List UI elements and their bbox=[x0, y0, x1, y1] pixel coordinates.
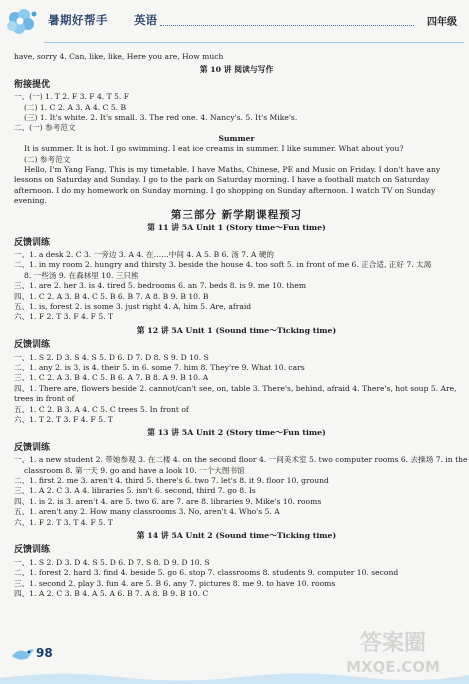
text-line: 二、1. forest 2. hard 3. find 4. beside 5. go 6. stop 7. classrooms 8. students 9. computer 10. second bbox=[14, 568, 399, 578]
essay-title: Summer bbox=[218, 133, 255, 143]
flower-logo-icon bbox=[4, 6, 40, 42]
text-line: (二) 参考范文 bbox=[24, 154, 71, 164]
watermark-bottom: MXQE.COM bbox=[346, 658, 440, 676]
text-line: 六、1. F 2. T 3. F 4. F 5. T bbox=[14, 312, 114, 322]
text-line: have, sorry 4. Can, like, like, Here you are, How much bbox=[14, 52, 224, 61]
answer-content bbox=[14, 52, 468, 600]
part-heading: 第三部分 新学期课程预习 bbox=[170, 208, 303, 221]
text-line: 五、1. is, forest 2. is some 3. just right 4. A, him 5. Are, afraid bbox=[14, 301, 252, 311]
lesson-heading: 第 12 讲 5A Unit 1 (Sound time～Ticking time) bbox=[136, 325, 337, 335]
text-line: 二、1. any 2. is 3. is 4. their 5. in 6. some 7. him 8. They're 9. What 10. cars bbox=[14, 362, 305, 372]
text-line: 二、1. first 2. me 3. aren't 4. third 5. there's 6. two 7. let's 8. it 9. floor 10. ground bbox=[14, 476, 329, 486]
lesson-heading: 第 14 讲 5A Unit 2 (Sound time～Ticking time) bbox=[136, 531, 337, 541]
text-line: 五、1. aren't any 2. How many classrooms 3. No, aren't 4. Who's 5. A bbox=[14, 507, 280, 517]
bird-icon bbox=[10, 644, 36, 664]
header-dotted-rule bbox=[160, 25, 414, 26]
page-number: 98 bbox=[36, 646, 53, 660]
section-heading: 衔接提优 bbox=[14, 79, 51, 90]
essay-paragraph: It is summer. It is hot. I go swimming. I eat ice creams in summer. I like summer. What about you? bbox=[24, 144, 404, 154]
text-line: 8. 一些汤 9. 在森林里 10. 三只熊 bbox=[24, 270, 139, 280]
section-heading: 反馈训练 bbox=[14, 442, 51, 453]
text-line: 一、1. a desk 2. C 3. 一旁边 3. A 4. 在……中间 4. A 5. B 6. 汤 7. A 硬的 bbox=[14, 249, 275, 259]
text-line: 二、1. in my room 2. hungry and thirsty 3. beside the house 4. too soft 5. in front of me 6. 正合适, 正好 7. 太渴 bbox=[14, 260, 432, 270]
lesson-heading: 第 11 讲 5A Unit 1 (Story time～Fun time) bbox=[147, 223, 326, 233]
text-line: 五、1. C 2. B 3. A 4. C 5. C trees 5. In front of bbox=[14, 404, 189, 414]
lesson-heading: 第 10 讲 阅读与写作 bbox=[199, 65, 274, 75]
text-line: 三、1. second 2. play 3. fun 4. are 5. B 6. any 7. pictures 8. me 9. to have 10. rooms bbox=[14, 578, 336, 588]
text-line: 一、(一) 1. T 2. F 3. F 4. T 5. F bbox=[14, 92, 130, 102]
text-line: 一、1. S 2. D 3. S 4. S 5. D 6. D 7. D 8. S 9. D 10. S bbox=[14, 352, 209, 362]
page-header bbox=[0, 0, 469, 48]
text-line: 四、1. C 2. A 3. B 4. C 5. B 6. B 7. A 8. B 9. B 10. B bbox=[14, 291, 209, 301]
text-line: 四、1. There are, flowers beside 2. cannot/can't see, on, table 3. There's, behind, afraid 4. There's, hot soup 5. Are, trees in front of bbox=[14, 383, 457, 404]
text-line: 六、1. F 2. T 3. T 4. F 5. T bbox=[14, 517, 113, 527]
text-line: 六、1. T 2. T 3. F 4. F 5. T bbox=[14, 415, 113, 424]
text-line: (二) 1. C 2. A 3. A 4. C 5. B bbox=[24, 102, 127, 112]
text-line: 一、1. S 2. D 3. D 4. S 5. D 6. D 7. S 8. D 9. D 10. S bbox=[14, 557, 210, 567]
watermark-top: 答案圈 bbox=[359, 631, 427, 656]
text-line: 三、1. C 2. A 3. B 4. C 5. B 6. A 7. B 8. A 9. B 10. A bbox=[14, 373, 209, 383]
text-line: 四、1. A 2. C 3. B 4. A 5. A 6. B 7. A 8. B 9. B 10. C bbox=[14, 589, 209, 599]
text-line: 一、1. a new student 2. 带她参观 3. 在二楼 4. on the second floor 4. 一间美术室 5. two computer rooms 6. 去操场 7. in the bbox=[14, 455, 468, 465]
header-title: 暑期好帮手 bbox=[48, 13, 108, 27]
header-grade: 四年级 bbox=[427, 17, 457, 28]
text-line: classroom 8. 第一天 9. go and have a look 10. 一个大图书馆 bbox=[24, 465, 245, 475]
text-line: 二、(一) 参考范文 bbox=[14, 123, 76, 133]
section-heading: 反馈训练 bbox=[14, 545, 51, 556]
header-underline bbox=[44, 42, 464, 43]
text-line: 三、1. A 2. C 3. A 4. libraries 5. isn't 6. second, third 7. go 8. Is bbox=[14, 486, 256, 496]
text-line: 四、1. is 2. is 3. aren't 4. are 5. two 6. are 7. are 8. libraries 9. Mike's 10. rooms bbox=[14, 496, 322, 506]
text-line: (三) 1. It's white. 2. It's small. 3. The red one. 4. Nancy's. 5. It's Mike's. bbox=[24, 113, 298, 123]
footer-wave-decoration bbox=[0, 668, 469, 684]
section-heading: 反馈训练 bbox=[14, 340, 51, 351]
lesson-heading: 第 13 讲 5A Unit 2 (Story time～Fun time) bbox=[147, 428, 326, 438]
header-subject: 英语 bbox=[134, 13, 157, 27]
text-line: 三、1. are 2. her 3. is 4. tired 5. bedrooms 6. an 7. beds 8. is 9. me 10. them bbox=[14, 281, 307, 291]
section-heading: 反馈训练 bbox=[14, 237, 51, 248]
essay-paragraph: Hello, I'm Yang Fang. This is my timetable. I have Maths, Chinese, PE and Music on Friday. I don't have any lessons on Saturday and Sunday. I go to the park on Saturday morning. I have a football match on Saturday afternoon. I do my homework on Sunday morning. I go shopping on Sunday afternoon. I watch TV on Sunday evening. bbox=[14, 165, 441, 206]
